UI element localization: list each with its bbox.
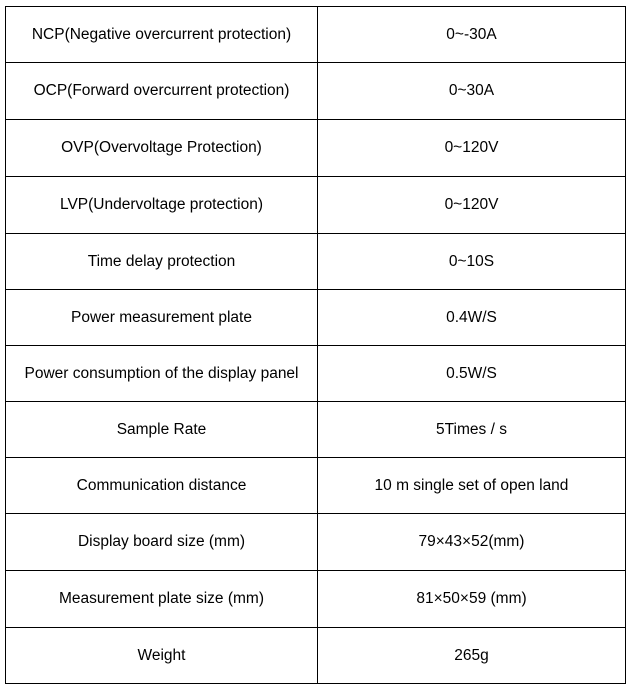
spec-name: Power consumption of the display panel bbox=[6, 346, 318, 402]
spec-value: 0~-30A bbox=[318, 7, 626, 63]
table-row-ovp bbox=[6, 120, 626, 177]
spec-name: LVP(Undervoltage protection) bbox=[6, 177, 318, 234]
table-row-time-delay bbox=[6, 234, 626, 290]
table-row-measurement-size bbox=[6, 571, 626, 628]
spec-name: Weight bbox=[6, 628, 318, 684]
table-row-power-measurement bbox=[6, 290, 626, 346]
table-row-ocp bbox=[6, 63, 626, 120]
spec-name: Sample Rate bbox=[6, 402, 318, 458]
spec-value: 10 m single set of open land bbox=[318, 458, 626, 514]
spec-name: NCP(Negative overcurrent protection) bbox=[6, 7, 318, 63]
specification-table-body bbox=[6, 7, 626, 684]
table-row-display-power bbox=[6, 346, 626, 402]
table-row-sample-rate bbox=[6, 402, 626, 458]
table-row-ncp bbox=[6, 7, 626, 63]
spec-name: Time delay protection bbox=[6, 234, 318, 290]
table-row-communication-distance bbox=[6, 458, 626, 514]
spec-value: 0~120V bbox=[318, 177, 626, 234]
spec-value: 0~120V bbox=[318, 120, 626, 177]
spec-value: 0.5W/S bbox=[318, 346, 626, 402]
spec-value: 0~30A bbox=[318, 63, 626, 120]
spec-value: 5Times / s bbox=[318, 402, 626, 458]
spec-name: OVP(Overvoltage Protection) bbox=[6, 120, 318, 177]
spec-value: 0~10S bbox=[318, 234, 626, 290]
specification-table bbox=[5, 6, 626, 684]
table-row-display-size bbox=[6, 514, 626, 571]
spec-name: Display board size (mm) bbox=[6, 514, 318, 571]
table-row-lvp bbox=[6, 177, 626, 234]
spec-name: Communication distance bbox=[6, 458, 318, 514]
spec-value: 0.4W/S bbox=[318, 290, 626, 346]
spec-name: Measurement plate size (mm) bbox=[6, 571, 318, 628]
table-row-weight bbox=[6, 628, 626, 684]
spec-value: 265g bbox=[318, 628, 626, 684]
spec-name: Power measurement plate bbox=[6, 290, 318, 346]
spec-name: OCP(Forward overcurrent protection) bbox=[6, 63, 318, 120]
spec-value: 81×50×59 (mm) bbox=[318, 571, 626, 628]
spec-value: 79×43×52(mm) bbox=[318, 514, 626, 571]
